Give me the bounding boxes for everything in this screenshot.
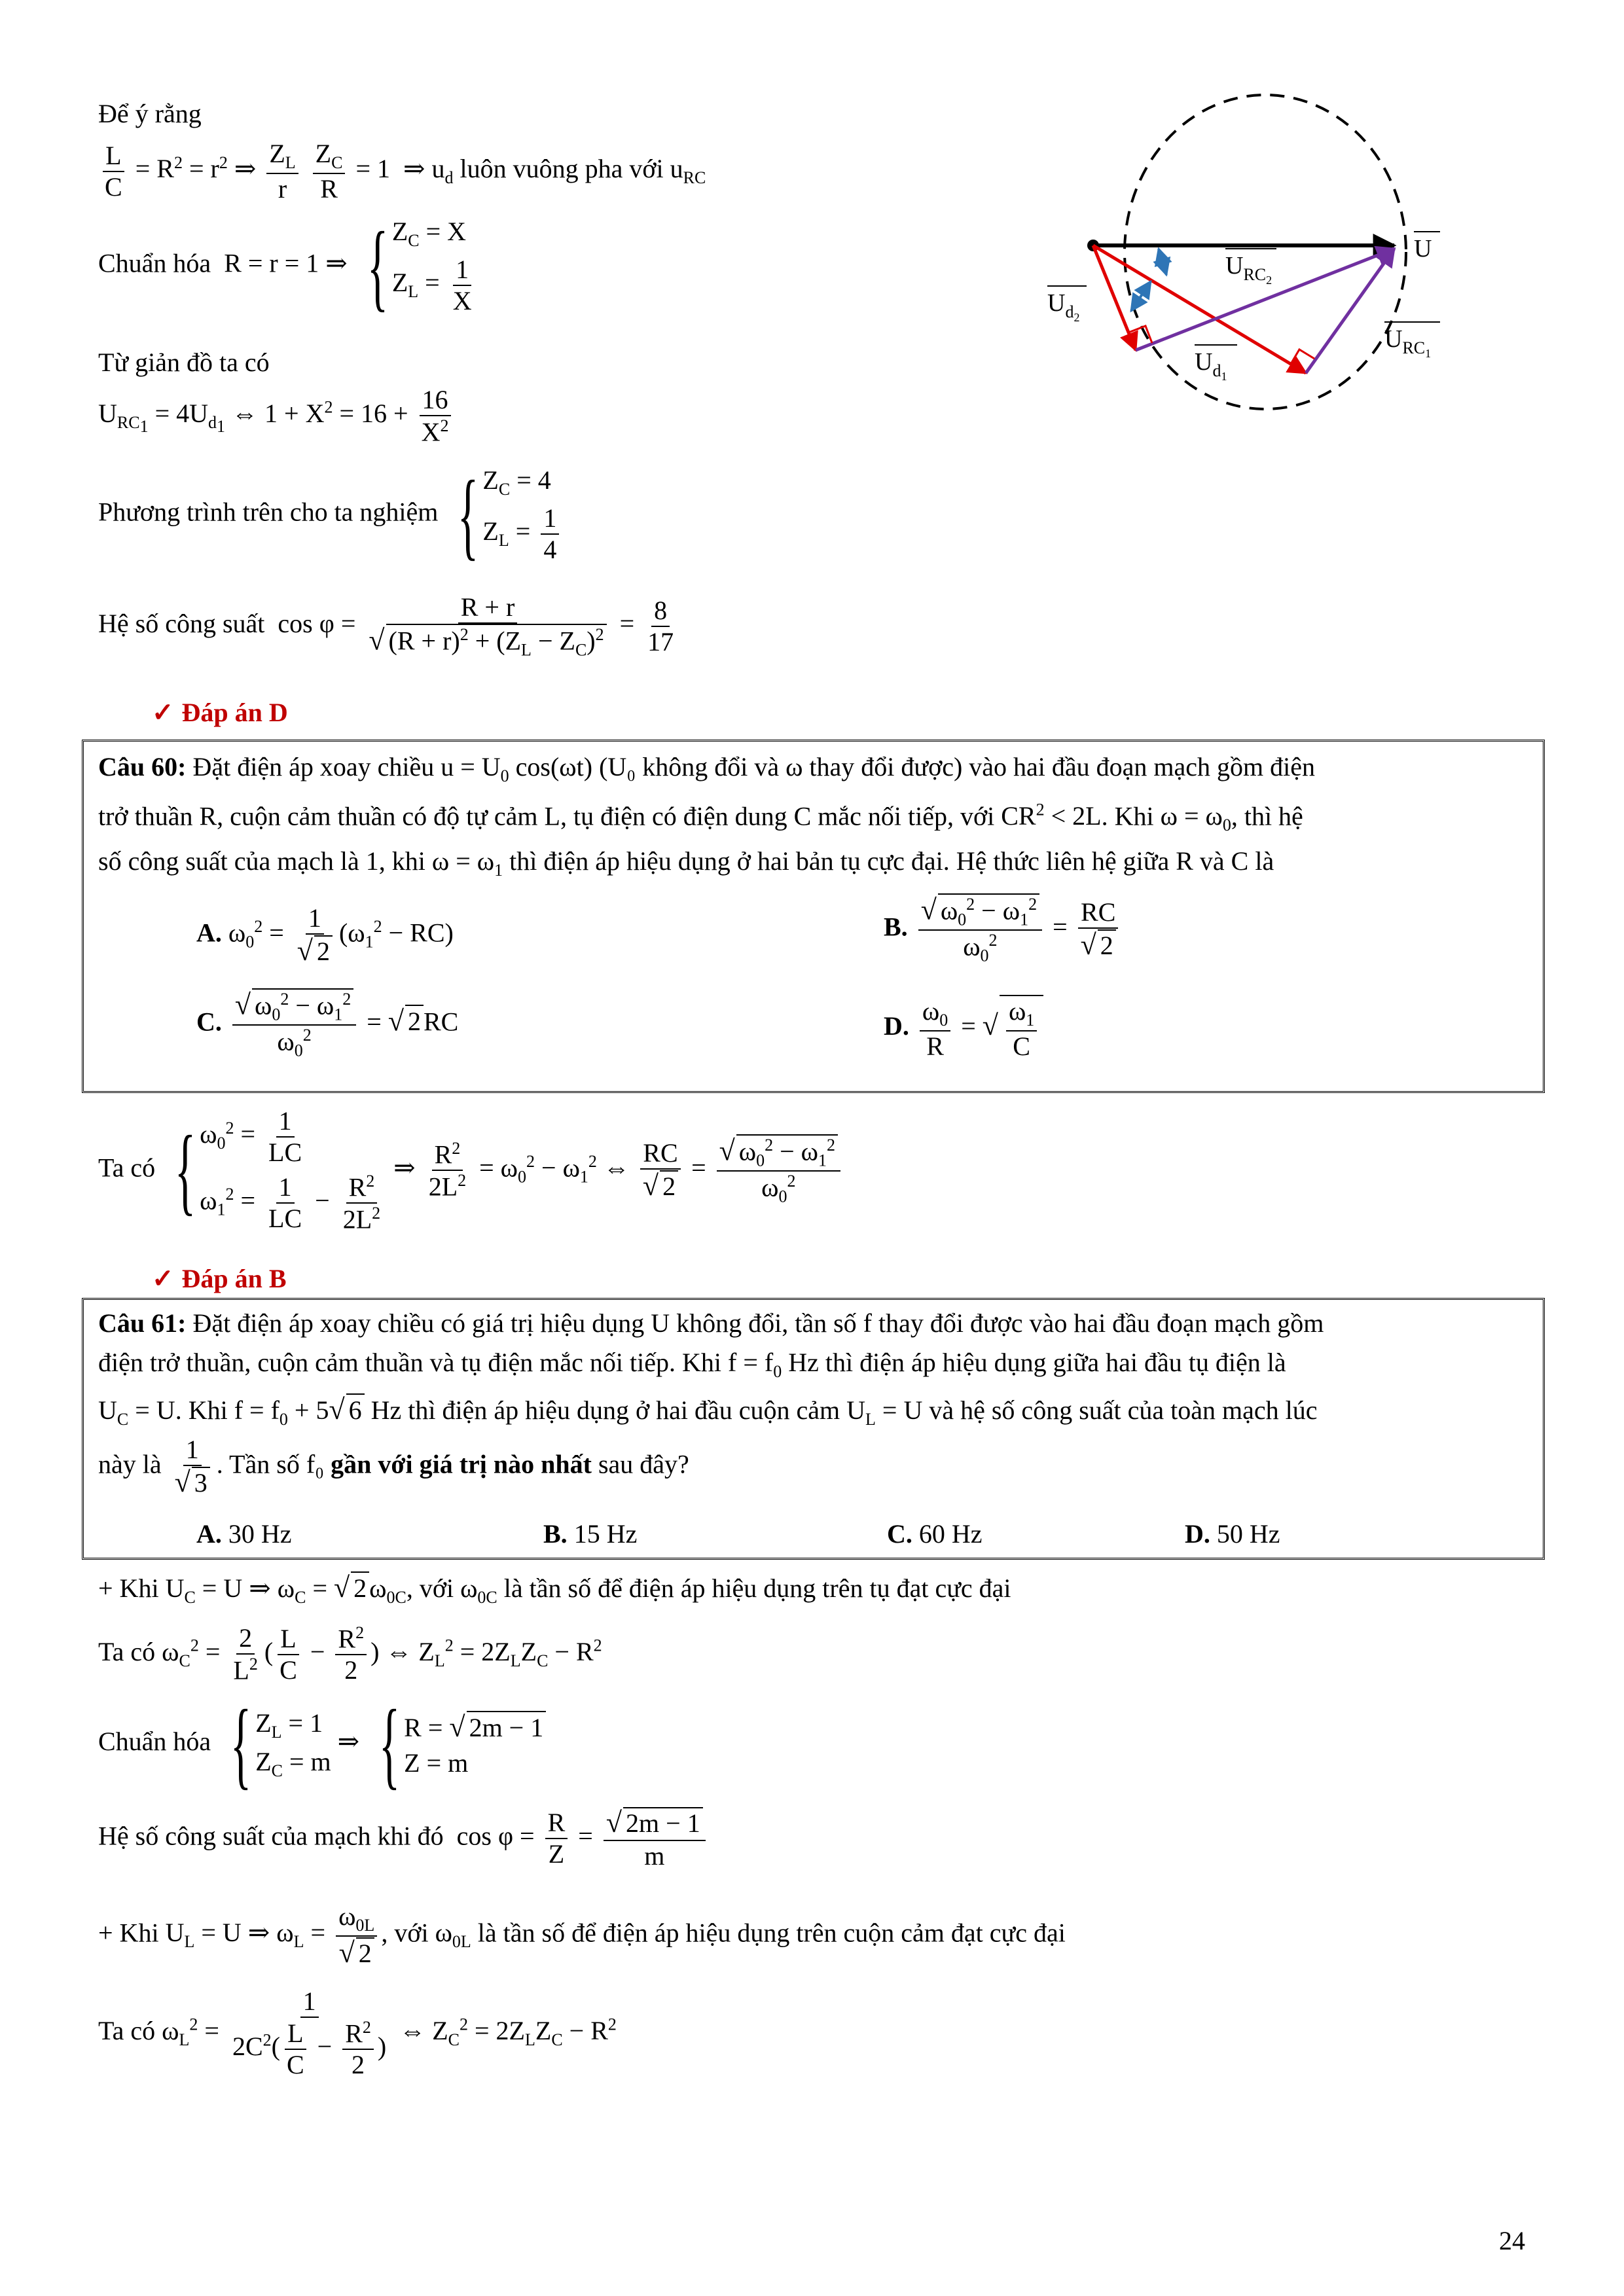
sol61-plus1a: + Khi [98, 1573, 166, 1603]
q61-option-c[interactable] [887, 1518, 983, 1550]
q61-line3a: . Khi [175, 1395, 234, 1425]
sol61-eq2: Ta có $\omega_L^2$ = 1 $2C^2$( $\frac{L}{C}$ − $\frac{R^2}{2}$ ) ⇔ $Z_C^2 = 2Z_LZ_C - R^2$ [98, 1986, 617, 2080]
check-icon: ✓ [152, 1264, 174, 1293]
option-a-text: 30 Hz [221, 1519, 292, 1549]
label-URC1: $U_{RC}1$ [1384, 325, 1432, 360]
q61-title: Câu 61: [98, 1308, 187, 1338]
sol61-plus1c: là tần số để điện áp hiệu dụng trên tụ đạt cực đại [497, 1573, 1011, 1603]
solution-label: Phương trình trên cho ta nghiệm [98, 497, 439, 527]
diagram-equation: $U_{RC_1} = 4U_{d_1}$ ⇔ $1 + X^2 = 16$ + $\frac{16}{X^2}$ [98, 385, 456, 447]
urc-sub: RC [683, 168, 706, 188]
norm-label: Chuẩn hóa [98, 248, 211, 278]
q61-line3: $U_C = U$. Khi $f = f_0 + 5√$ 6 Hz thì điện áp hiệu dụng ở hai đầu cuộn cảm $U_L = U$ và hệ số công suất của toàn mạch lúc [98, 1393, 1318, 1429]
q61-line2: điện trở thuần, cuộn cảm thuần và tụ điện mắc nối tiếp. Khi $f = f_0$ Hz thì điện áp hiệu dụng giữa hai đầu tụ điện là [98, 1348, 1286, 1381]
sol61-pf-label: Hệ số công suất của mạch khi đó [98, 1821, 444, 1851]
sol60-lead: Ta có [98, 1153, 156, 1183]
option-b-label: B. [884, 912, 908, 942]
option-c-label: C. [887, 1519, 912, 1549]
relation-tail: ⇒ u [403, 154, 445, 184]
right-angle-1 [1291, 350, 1314, 364]
q60-title: Câu 60: [98, 752, 187, 781]
power-factor-59: Hệ số công suất cos φ = $\frac{R + r}{√ (R + r)^2 + (Z_L - Z_C)^2}$ = $\frac{8}{17}$ [98, 592, 674, 660]
q61-line2a: điện trở thuần, cuộn cảm thuần và tụ điện mắc nối tiếp. Khi [98, 1348, 729, 1377]
q61-line4c: sau đây? [591, 1449, 689, 1479]
q60-line2: trở thuần R, cuộn cảm thuần có độ tự cảm L, tụ điện có điện dung C mắc nối tiếp, với $CR^2 < 2L$. Khi $\omega = \omega_0$, thì hệ [98, 800, 1303, 835]
label-URC2: $U_{RC}2$ [1225, 252, 1272, 287]
pf-label: Hệ số công suất [98, 608, 265, 638]
q60-line2a: trở thuần R, cuộn cảm thuần có độ tự cảm L, tụ điện có điện dung C mắc nối tiếp, với [98, 801, 1001, 831]
q60-line3: số công suất của mạch là 1, khi $\omega = \omega_1$ thì điện áp hiệu dụng ở hai bản tụ cực đại. Hệ thức liên hệ giữa R và C là [98, 846, 1274, 880]
sol61-line1: + Khi $U_C = U$ ⇒ $\omega_C$ = √ 2 $\omega_{0C}$, với $\omega_{0C}$ là tần số để điện áp hiệu dụng trên tụ đạt cực đại [98, 1571, 1011, 1607]
solution-60: Ta có { $\omega_0^2$ = $\frac{1}{LC}$ $\omega_1^2$ = $\frac{1}{LC}$ − $\frac{R^2}{2L^2}$ ⇒ $\frac{R^2}{2L^2}$ = $\omega_0^2 - \omega_1^2$ ⇔ $\frac{RC}{√ 2}$ = $\frac{√ \omega_0^2 - \omega_1^2}{\omega_0^2}$ [98, 1106, 844, 1235]
q60-line1: Câu 60: Đặt điện áp xoay chiều $u = U_0$ cos(ωt) (U₀ không đổi và ω thay đổi được) vào hai đầu đoạn mạch gồm điện [98, 752, 1316, 785]
option-a-label: A. [196, 1519, 222, 1549]
normalization-59: Chuẩn hóa R = r = 1 ⇒ { $Z_C = X$ $Z_L$ = $\frac{1}{X}$ [98, 211, 472, 321]
vector-Ud2 [1093, 245, 1136, 350]
relation-formula: $\frac{L}{C}$ = $R^2 = r^2$ ⇒ $\frac{Z_L}{r}$ $\frac{Z_C}{R}$ = 1 ⇒ $u_d$ luôn vuông pha với $u_{RC}$ [98, 139, 706, 204]
q61-option-d[interactable] [1185, 1518, 1280, 1550]
q61-line3c: và hệ số công suất của toàn mạch lúc [922, 1395, 1318, 1425]
q60-line3a: số công suất của mạch là 1, khi [98, 846, 432, 876]
angle-arrow-2 [1131, 281, 1151, 311]
label-Ud1: $U_d1$ [1195, 348, 1227, 383]
page-number: 24 [1499, 2226, 1525, 2255]
option-d-text: 50 Hz [1210, 1519, 1280, 1549]
q60-text2: (U₀ không đổi và ω thay đổi được) vào hai đầu đoạn mạch gồm điện [592, 752, 1316, 781]
q60-text1: Đặt điện áp xoay chiều [186, 752, 441, 781]
sol61-eq1: Ta có $\omega_C^2$ = $\frac{2}{L^2}$ ( $\frac{L}{C}$ − $\frac{R^2}{2}$ ) ⇔ $Z_L^2 = 2Z_LZ_C - R^2$ [98, 1623, 602, 1685]
phasor-diagram [1047, 85, 1584, 425]
option-a-label: A. [196, 918, 222, 948]
sol61-line2: + Khi $U_L = U$ ⇒ $\omega_L$ = $\frac{\omega_{0L}}{√ 2}$ , với $\omega_{0L}$ là tần số để điện áp hiệu dụng trên cuộn cảm đạt cực đại [98, 1901, 1066, 1969]
sol61-ta-co: Ta có [98, 1636, 156, 1666]
sol61-norm-label: Chuẩn hóa [98, 1727, 211, 1757]
answer-59: ✓ Đáp án D [152, 698, 288, 727]
q60-option-b[interactable]: B. $\frac{√ \omega_0^2 - \omega_1^2}{\omega_0^2}$ = $\frac{RC}{√ 2}$ [884, 893, 1123, 965]
from-diagram: Từ giản đồ ta có [98, 348, 270, 377]
sol61-plus2c: là tần số để điện áp hiệu dụng trên cuộn cảm đạt cực đại [471, 1918, 1066, 1948]
solution-59: Phương trình trên cho ta nghiệm { $Z_C = 4$ $Z_L$ = $\frac{1}{4}$ [98, 465, 563, 565]
label-Ud2: $U_d2$ [1047, 289, 1080, 324]
q61-option-a[interactable] [196, 1518, 292, 1550]
option-c-label: C. [196, 1007, 222, 1037]
answer-60: ✓ Đáp án B [152, 1264, 287, 1293]
q61-line2b: Hz thì điện áp hiệu dụng giữa hai đầu tụ điện là [782, 1348, 1286, 1377]
q61-line3b: Hz thì điện áp hiệu dụng ở hai đầu cuộn cảm [364, 1395, 847, 1425]
label-U: U [1414, 235, 1432, 262]
q61-line4: này là $\frac{1}{√ 3}$ . Tần số f₀ gần với giá trị nào nhất sau đây? [98, 1435, 689, 1498]
q60-line2b: . Khi [1101, 801, 1161, 831]
option-d-label: D. [884, 1011, 909, 1041]
angle-arrow-1 [1159, 249, 1166, 275]
ud-sub: d [444, 168, 454, 188]
sol61-plus2a: + Khi [98, 1918, 166, 1948]
option-d-label: D. [1185, 1519, 1210, 1549]
sol61-plus2b: , với [381, 1918, 435, 1948]
q60-option-a[interactable]: A. $\omega_0^2$ = $\frac{1}{√ 2}$ $(\omega_1^2 - RC)$ [196, 903, 454, 967]
q61-line1 [98, 1308, 1324, 1339]
q61-line1-text: Đặt điện áp xoay chiều có giá trị hiệu dụng U không đổi, tần số f thay đổi được vào hai đầu đoạn mạch gồm [186, 1308, 1324, 1338]
option-c-text: 60 Hz [912, 1519, 983, 1549]
note-line: Để ý rằng [98, 99, 202, 128]
q61-line4a: này là [98, 1449, 168, 1479]
option-b-label: B. [543, 1519, 568, 1549]
q61-line4-bold: gần với giá trị nào nhất [331, 1449, 592, 1479]
relation-text: luôn vuông pha với u [453, 154, 683, 184]
q60-line3b: thì điện áp hiệu dụng ở hai bản tụ cực đại. Hệ thức liên hệ giữa R và C là [503, 846, 1274, 876]
q61-line4b: . Tần số f₀ [216, 1449, 331, 1479]
q61-option-b[interactable] [543, 1518, 637, 1550]
circle [1125, 95, 1406, 409]
sol61-norm: Chuẩn hóa { $Z_L = 1$ $Z_C = m$ ⇒ { R = √ 2m − 1 Z = m [98, 1695, 546, 1793]
q60-line2c: , thì hệ [1231, 801, 1303, 831]
sol61-plus1b: , với [406, 1573, 461, 1603]
vector-URC2 [1136, 249, 1394, 350]
sol61-ta-co2: Ta có [98, 2015, 156, 2045]
check-icon: ✓ [152, 698, 174, 727]
q60-option-c[interactable]: C. $\frac{√ \omega_0^2 - \omega_1^2}{\omega_0^2}$ = √ 2 RC [196, 988, 459, 1060]
q60-option-d[interactable]: D. $\frac{\omega_0}{R}$ = √ $\frac{\omega_1}{C}$ [884, 995, 1043, 1062]
option-b-text: 15 Hz [567, 1519, 638, 1549]
sol61-pf: Hệ số công suất của mạch khi đó cos φ = $\frac{R}{Z}$ = $\frac{√ 2m - 1}{m}$ [98, 1806, 710, 1871]
